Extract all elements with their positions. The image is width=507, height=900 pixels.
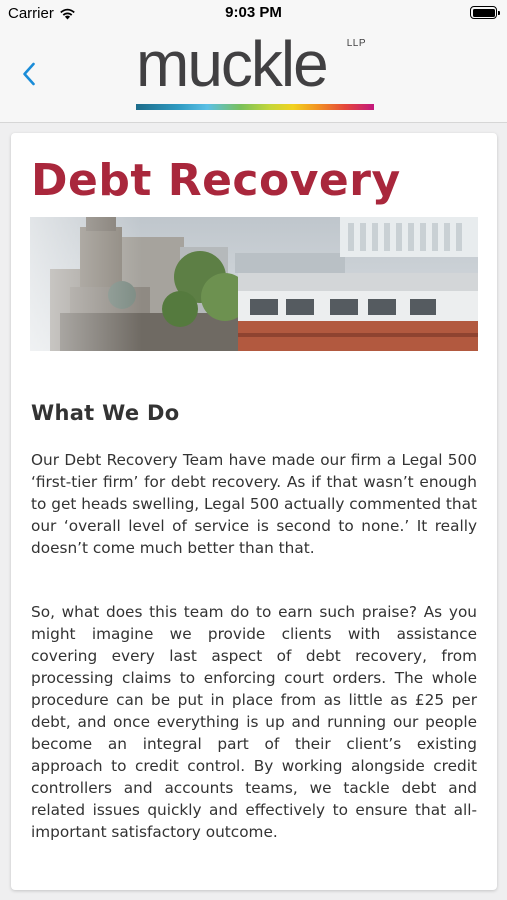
status-time: 9:03 PM	[225, 4, 282, 21]
section-heading: What We Do	[31, 401, 180, 425]
logo-suffix: LLP	[346, 38, 366, 49]
navigation-bar	[0, 26, 507, 123]
logo-wordmark: muckle	[136, 28, 327, 100]
muckle-logo	[136, 28, 374, 116]
carrier-label: Carrier	[8, 5, 54, 22]
page-title: Debt Recovery	[31, 155, 401, 206]
logo-color-stripe	[136, 104, 374, 110]
paragraph-details: So, what does this team do to earn such praise? As you might imagine we provide clients with assistance covering every last aspect of debt recovery, from processing claims to enforcing court orders. The whole procedure can be put in place from as little as £25 per debt, and once everything is up and running our people become an integral part of their client’s existing approach to credit control. By working alongside credit controllers and accounts teams, we tackle debt and related issues quickly and effectively to ensure that all-important satisfactory outcome.	[31, 603, 477, 841]
hero-image	[30, 217, 478, 351]
status-bar	[0, 0, 507, 26]
back-button[interactable]	[12, 56, 46, 92]
content-card	[11, 133, 497, 890]
battery-icon	[470, 6, 497, 19]
paragraph-intro: Our Debt Recovery Team have made our firm a Legal 500 ‘first-tier firm’ for debt recovery. As if that wasn’t enough to get heads swelling, Legal 500 actually commented that our ‘overall level of service is second to none.’ It really doesn’t come much better than that.	[31, 451, 477, 557]
chevron-left-icon	[22, 62, 36, 86]
